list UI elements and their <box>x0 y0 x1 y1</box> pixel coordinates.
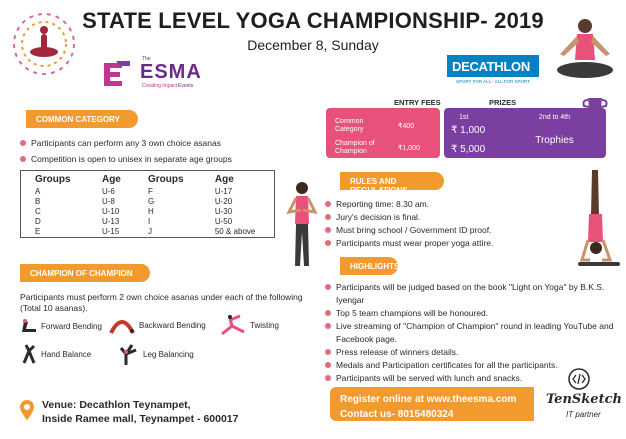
entry-fees-header: ENTRY FEES <box>394 98 441 107</box>
column-header: Groups <box>148 174 184 185</box>
first-prize-label: 1st <box>459 114 469 121</box>
table-row <box>21 197 275 207</box>
table-row <box>21 207 275 217</box>
age-groups-table <box>20 170 275 238</box>
pose-label: Hand Balance <box>41 349 92 359</box>
list-item: Live streaming of "Champion of Champion" round in leading YouTube and Facebook page. <box>325 320 615 346</box>
second-prize-label: 2nd to 4th <box>538 114 571 121</box>
table-header-row <box>21 171 275 188</box>
list-item: Reporting time: 8.30 am. <box>325 198 555 211</box>
champion-description: Participants must perform 2 own choice asanas under each of the following (Total 10 asanas). <box>20 292 303 313</box>
highlights-tag: HIGHLIGHTS <box>340 257 398 275</box>
pose-label: Forward Bending <box>41 321 102 331</box>
table-cell: 50 & above <box>214 227 256 236</box>
table-cell: J <box>148 227 153 236</box>
table-cell: U-30 <box>214 207 233 216</box>
standing-yogi-illustration <box>284 180 320 268</box>
common-category-tag: COMMON CATEGORY <box>26 110 138 128</box>
table-cell: G <box>148 197 155 206</box>
code-icon <box>568 368 590 390</box>
common-category-list <box>20 137 310 166</box>
headstand-yogi-illustration <box>578 168 620 270</box>
table-cell: I <box>148 217 151 226</box>
table-row <box>21 217 275 227</box>
list-item: Jury's decision is final. <box>325 211 555 224</box>
fee-category: Common Category <box>335 118 364 133</box>
table-row <box>21 227 275 238</box>
rules-list <box>325 198 555 250</box>
list-item: Participants can perform any 3 own choice asanas <box>20 137 310 150</box>
first-prize-common: ₹ 1,000 <box>451 125 486 136</box>
table-cell: U-13 <box>101 217 120 226</box>
location-pin-icon <box>20 400 34 420</box>
fee-value: ₹400 <box>398 123 415 130</box>
decathlon-tagline: SPORT FOR ALL - ALL FOR SPORT <box>456 79 530 84</box>
esma-the-label: The <box>142 56 151 62</box>
list-item: Competition is open to unisex in separate age groups <box>20 153 310 166</box>
champion-tag: CHAMPION OF CHAMPION <box>20 264 150 282</box>
pose-leg-balancing <box>118 342 194 366</box>
forward-bend-icon <box>20 318 38 334</box>
decathlon-name: DECATHLON <box>447 55 539 77</box>
column-header: Groups <box>35 174 71 185</box>
list-item: Participants will be judged based on the book "Light on Yoga" by B.K.S. Iyengar <box>325 281 615 307</box>
table-cell: U-17 <box>214 187 233 196</box>
backward-bend-icon <box>108 315 136 335</box>
table-cell: U-8 <box>101 197 115 206</box>
column-header: Age <box>214 174 234 185</box>
partner-label: IT partner <box>566 410 601 419</box>
seated-yogi-illustration <box>552 14 618 86</box>
prizes-box <box>444 108 606 158</box>
contact-number[interactable]: Contact us- 8015480324 <box>340 409 454 420</box>
table-cell: D <box>35 217 41 226</box>
pose-forward-bending <box>20 318 102 334</box>
rules-tag: RULES AND REGULATIONS <box>340 172 444 190</box>
list-item: Medals and Participation certificates for all the participants. <box>325 359 615 372</box>
esma-events-label: Events <box>178 83 194 89</box>
age-groups-body <box>21 187 275 238</box>
register-url[interactable]: Register online at www.theesma.com <box>340 394 517 405</box>
table-cell: U-20 <box>214 197 233 206</box>
second-prize-value: Trophies <box>535 135 574 146</box>
prizes-header: PRIZES <box>489 98 517 107</box>
esma-tagline: Creating Impact <box>142 83 178 89</box>
table-row <box>21 187 275 197</box>
table-cell: A <box>35 187 41 196</box>
esma-logo <box>100 55 220 95</box>
hand-balance-icon <box>20 343 38 365</box>
fee-category: Champion of Champion <box>335 140 375 155</box>
first-prize-champion: ₹ 5,000 <box>451 144 486 155</box>
decathlon-logo <box>447 55 539 88</box>
tensketch-logo <box>540 368 620 434</box>
pose-label: Backward Bending <box>139 320 206 330</box>
table-cell: H <box>148 207 154 216</box>
table-cell: B <box>35 197 41 206</box>
list-item: Participants will be served with lunch and snacks. <box>325 372 615 385</box>
list-item: Press release of winners details. <box>325 346 615 359</box>
pose-label: Twisting <box>250 320 279 330</box>
esma-mark-icon <box>100 57 134 91</box>
table-cell: U-6 <box>101 187 115 196</box>
list-item: Must bring school / Government ID proof. <box>325 224 555 237</box>
fee-value: ₹1,000 <box>398 145 420 152</box>
pose-label: Leg Balancing <box>143 349 194 359</box>
column-header: Age <box>101 174 121 185</box>
table-cell: F <box>148 187 153 196</box>
esma-name: ESMA <box>140 61 202 83</box>
table-cell: U-10 <box>101 207 120 216</box>
leg-balancing-icon <box>118 342 140 366</box>
pose-twisting <box>218 314 279 336</box>
venue-line-2: Inside Ramee mall, Teynampet - 600017 <box>42 413 239 425</box>
pose-hand-balance <box>20 343 91 365</box>
table-cell: E <box>35 227 41 236</box>
register-banner[interactable] <box>330 387 534 421</box>
entry-fees-box <box>326 108 440 158</box>
list-item: Participants must wear proper yoga attire. <box>325 237 555 250</box>
list-item: Top 5 team champions will be honoured. <box>325 307 615 320</box>
table-cell: C <box>35 207 41 216</box>
event-date: December 8, Sunday <box>247 37 379 53</box>
venue-line-1: Venue: Decathlon Teynampet, <box>42 399 191 411</box>
table-cell: U-50 <box>214 217 233 226</box>
twisting-icon <box>218 314 248 336</box>
page-title: STATE LEVEL YOGA CHAMPIONSHIP- 2019 <box>82 8 544 33</box>
pose-backward-bending <box>108 315 206 335</box>
table-cell: U-15 <box>101 227 120 236</box>
tensketch-name: TenSketch <box>546 392 622 407</box>
